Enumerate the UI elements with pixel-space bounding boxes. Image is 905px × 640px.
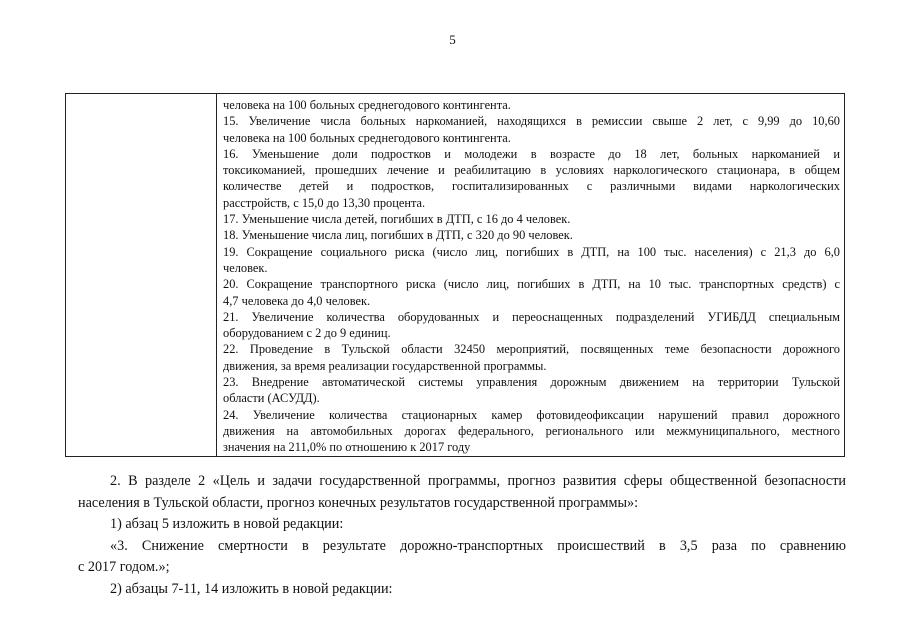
table-cell-line: движения на автомобильных дорогах федерального, регионального или межмуниципального, местного [223, 423, 840, 438]
table-cell-line: 23. Внедрение автоматической системы управления дорожным движением на территории Тульской [223, 375, 840, 390]
table-cell-line: 24. Увеличение количества стационарных камер фотовидеофиксации нарушений правил дорожного [223, 407, 840, 422]
table-cell-line: человека на 100 больных среднегодового контингента. [223, 130, 511, 145]
table-cell-line: 22. Проведение в Тульской области 32450 мероприятий, посвященных теме безопасности дорожного [223, 342, 840, 357]
table-cell-line: 15. Увеличение числа больных наркоманией, находящихся в ремиссии свыше 2 лет, с 9,99 до 10,60 [223, 114, 840, 129]
body-line: «3. Снижение смертности в результате дорожно-транспортных происшествий в 3,5 раза по сравнению [110, 537, 846, 554]
table-cell-line: 17. Уменьшение числа детей, погибших в ДТП, с 16 до 4 человек. [223, 212, 571, 227]
page-number: 5 [449, 32, 456, 47]
table-cell-line: 19. Сокращение социального риска (число лиц, погибших в ДТП, на 100 тыс. населения) с 21,3 до 6,0 [223, 244, 840, 259]
table-cell-line: области (АСУДД). [223, 391, 320, 406]
table-cell-line: 18. Уменьшение числа лиц, погибших в ДТП, с 320 до 90 человек. [223, 228, 573, 243]
table-cell-line: 21. Увеличение количества оборудованных и переоснащенных подразделений УГИБДД специальным [223, 309, 840, 324]
body-line: 2. В разделе 2 «Цель и задачи государственной программы, прогноз развития сферы общественной безопасности [110, 473, 846, 489]
table-cell-line: оборудованием с 2 до 9 единиц. [223, 326, 391, 341]
table-cell-line: человек. [223, 260, 268, 275]
table-cell-line: движения, за время реализации государственной программы. [223, 358, 547, 373]
table-cell-line: 20. Сокращение транспортного риска (число лиц, погибших в ДТП, на 10 тыс. транспортных средств) с [223, 277, 840, 292]
table-cell-indicators [223, 97, 840, 456]
table-cell-line: расстройств, с 15,0 до 13,30 процента. [223, 195, 426, 210]
table-cell-line: 4,7 человека до 4,0 человек. [223, 293, 371, 308]
table-cell-line: человека на 100 больных среднегодового контингента. [223, 98, 511, 112]
body-line: 2) абзацы 7-11, 14 изложить в новой редакции: [110, 580, 393, 597]
table-cell-line: количестве детей и подростков, госпитализированных с различными видами наркологических [223, 179, 840, 194]
table-cell-line: токсикоманией, прошедших лечение и реабилитацию в условиях наркологического стационара, в общем [223, 163, 840, 178]
amendments-text [78, 471, 846, 600]
table-cell-line: 16. Уменьшение доли подростков и молодежи в возрасте до 18 лет, больных наркоманией и [223, 146, 840, 161]
body-line: 1) абзац 5 изложить в новой редакции: [110, 516, 344, 532]
table-column-divider [216, 94, 217, 456]
body-line: населения в Тульской области, прогноз конечных результатов государственной программы»: [78, 494, 639, 511]
table-cell-line: значения на 211,0% по отношению к 2017 году [223, 440, 471, 455]
body-line: с 2017 годом.»; [78, 559, 170, 575]
indicators-table [65, 93, 845, 457]
